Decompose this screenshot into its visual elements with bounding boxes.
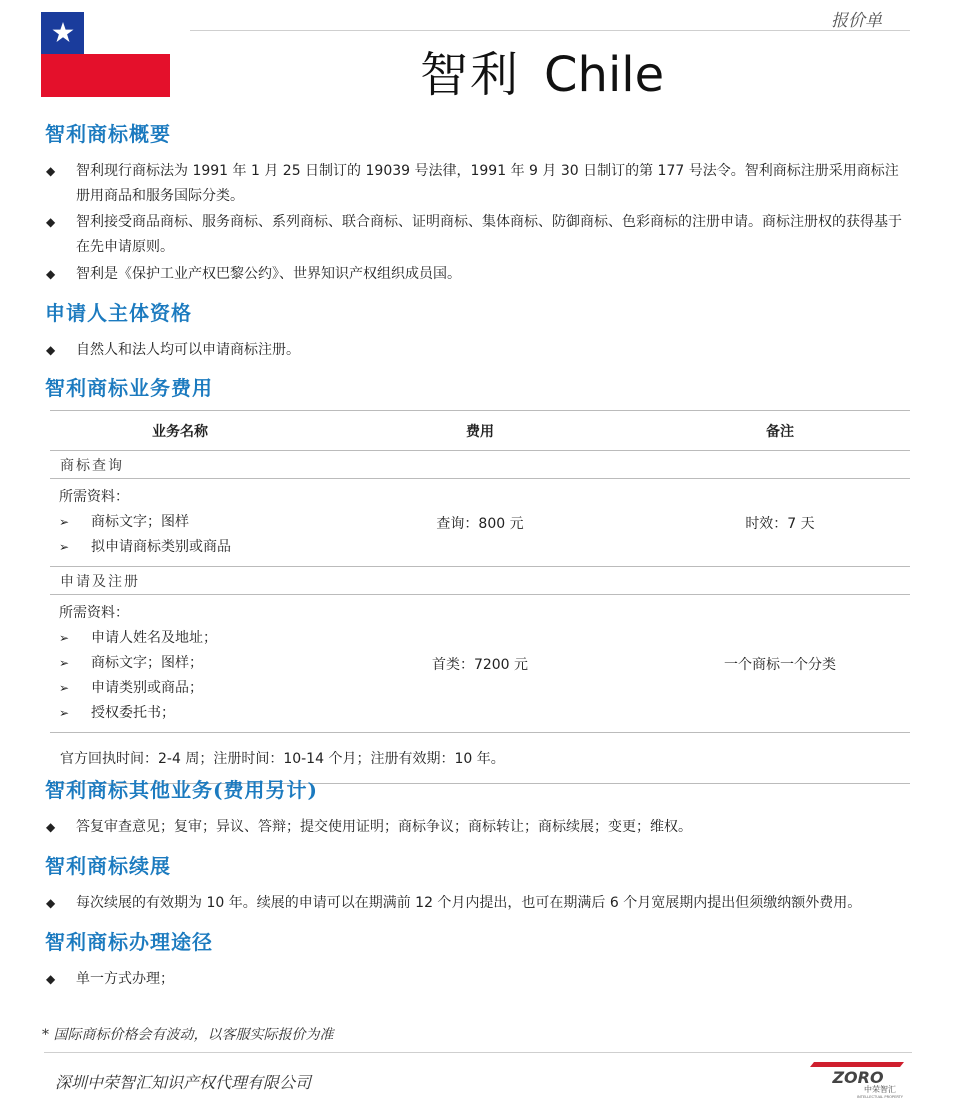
materials-cell: [50, 595, 310, 733]
diamond-bullet-icon: ◆: [46, 267, 56, 281]
materials-label: 所需资料：: [59, 605, 129, 621]
svg-text:中荣智汇: 中荣智汇: [864, 1085, 896, 1094]
fee-cell: 首类：7200 元: [310, 595, 650, 733]
table-row: [50, 479, 910, 567]
table-row: [50, 595, 910, 733]
column-header: 业务名称: [50, 411, 310, 451]
list-item: ➢ 商标文字；图样: [59, 510, 310, 535]
column-header: 费用: [310, 411, 650, 451]
title-cn: 智利: [420, 47, 521, 103]
list-item: [46, 891, 906, 916]
header-divider: [190, 30, 910, 31]
bullet-text: 单一方式办理；: [76, 971, 174, 987]
list-item: [46, 159, 906, 209]
list-item: [46, 815, 906, 840]
price-footnote: * 国际商标价格会有波动，以客服实际报价为准: [42, 1027, 334, 1043]
fee-table: [50, 410, 910, 784]
diamond-bullet-icon: ◆: [46, 215, 56, 229]
remark-cell: 一个商标一个分类: [650, 595, 910, 733]
arrow-bullet-icon: ➢: [59, 540, 70, 554]
list-item: ➢ 申请类别或商品；: [59, 676, 310, 701]
diamond-bullet-icon: ◆: [46, 896, 56, 910]
section-title-eligibility: 申请人主体资格: [45, 301, 192, 325]
bullet-text: 答复审查意见；复审；异议、答辩；提交使用证明；商标争议；商标转让；商标续展；变更；维权。: [76, 819, 692, 835]
remark-cell: 时效：7 天: [650, 479, 910, 567]
bullet-text: 智利接受商品商标、服务商标、系列商标、联合商标、证明商标、集体商标、防御商标、色彩商标的注册申请。商标注册权的获得基于在先申请原则。: [76, 214, 902, 255]
list-item: ➢ 商标文字；图样；: [59, 651, 310, 676]
svg-text:ZORO: ZORO: [832, 1068, 884, 1087]
table-row: [50, 567, 910, 595]
flag-red-band: [41, 54, 170, 97]
diamond-bullet-icon: ◆: [46, 820, 56, 834]
bullet-text: 智利现行商标法为 1991 年 1 月 25 日制订的 19039 号法律，1991 年 9 月 30 日制订的第 177 号法令。智利商标注册采用商标注册用商品和服务国际分类。: [76, 163, 899, 204]
footer-divider: [44, 1052, 912, 1053]
arrow-bullet-icon: ➢: [59, 656, 70, 670]
section-title-other-services: 智利商标其他业务(费用另计): [45, 778, 318, 802]
column-header: 备注: [650, 411, 910, 451]
section-title-fees: 智利商标业务费用: [45, 376, 213, 400]
diamond-bullet-icon: ◆: [46, 972, 56, 986]
category-label: 商标查询: [50, 451, 910, 479]
arrow-bullet-icon: ➢: [59, 631, 70, 645]
company-name: 深圳中荣智汇知识产权代理有限公司: [55, 1073, 312, 1092]
title-en: Chile: [544, 47, 665, 103]
diamond-bullet-icon: ◆: [46, 164, 56, 178]
list-item: ➢ 授权委托书；: [59, 701, 310, 726]
bullet-text: 智利是《保护工业产权巴黎公约》、世界知识产权组织成员国。: [76, 266, 461, 282]
timeline-note: 官方回执时间：2-4 周；注册时间：10-14 个月；注册有效期：10 年。: [50, 733, 910, 784]
section-title-renewal: 智利商标续展: [45, 854, 171, 878]
category-label: 申请及注册: [50, 567, 910, 595]
materials-cell: [50, 479, 310, 567]
star-icon: [51, 21, 75, 45]
table-row: [50, 451, 910, 479]
bullet-text: 自然人和法人均可以申请商标注册。: [76, 342, 300, 358]
section-title-channels: 智利商标办理途径: [45, 930, 213, 954]
arrow-bullet-icon: ➢: [59, 706, 70, 720]
flag-white-band: [84, 12, 170, 54]
zoro-logo-icon: [808, 1060, 908, 1100]
list-item: [46, 262, 906, 287]
arrow-bullet-icon: ➢: [59, 681, 70, 695]
list-item: [46, 967, 906, 992]
list-item: ➢ 拟申请商标类别或商品: [59, 535, 310, 560]
table-header-row: [50, 411, 910, 451]
list-item: ➢ 申请人姓名及地址；: [59, 626, 310, 651]
section-title-overview: 智利商标概要: [45, 122, 171, 146]
list-item: [46, 338, 906, 363]
chile-flag-icon: [41, 12, 170, 97]
doc-type-label: 报价单: [831, 11, 882, 31]
arrow-bullet-icon: ➢: [59, 515, 70, 529]
list-item: [46, 210, 906, 260]
svg-text:INTELLECTUAL PROPERTY: INTELLECTUAL PROPERTY: [857, 1095, 903, 1099]
diamond-bullet-icon: ◆: [46, 343, 56, 357]
page-title: [420, 36, 664, 105]
materials-label: 所需资料：: [59, 489, 129, 505]
fee-cell: 查询：800 元: [310, 479, 650, 567]
bullet-text: 每次续展的有效期为 10 年。续展的申请可以在期满前 12 个月内提出，也可在期满后 6 个月宽展期内提出但须缴纳额外费用。: [76, 895, 862, 911]
